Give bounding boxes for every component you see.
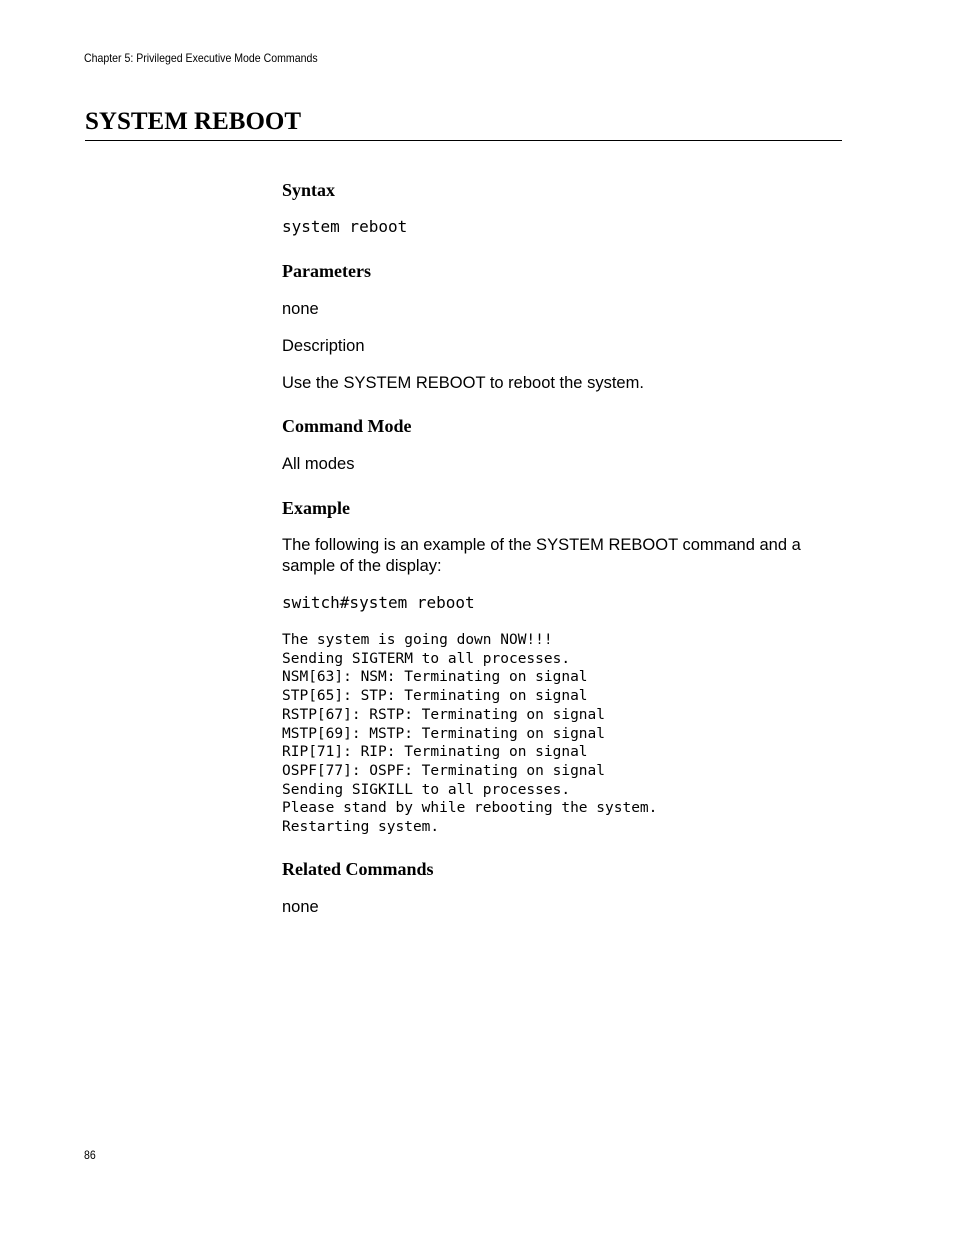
parameters-text: none bbox=[282, 300, 319, 318]
example-command: switch#system reboot bbox=[282, 593, 475, 612]
related-commands-text: none bbox=[282, 898, 319, 916]
page-number: 86 bbox=[84, 1148, 96, 1162]
syntax-heading: Syntax bbox=[282, 180, 336, 200]
example-intro: The following is an example of the SYSTEM REBOOT command and a sample of the display: bbox=[282, 536, 801, 575]
syntax-command: system reboot bbox=[282, 217, 408, 236]
output-line: MSTP[69]: MSTP: Terminating on signal bbox=[282, 725, 606, 742]
related-commands-heading: Related Commands bbox=[282, 859, 434, 879]
page-title: SYSTEM REBOOT bbox=[85, 108, 302, 135]
output-line: RSTP[67]: RSTP: Terminating on signal bbox=[282, 706, 606, 723]
command-mode-text: All modes bbox=[282, 455, 355, 473]
output-line: Please stand by while rebooting the system. bbox=[282, 800, 658, 817]
running-header: Chapter 5: Privileged Executive Mode Commands bbox=[84, 51, 318, 65]
output-line: Restarting system. bbox=[282, 819, 440, 836]
description-text: Use the SYSTEM REBOOT to reboot the system. bbox=[282, 374, 644, 392]
output-line: NSM[63]: NSM: Terminating on signal bbox=[282, 669, 588, 686]
output-line: RIP[71]: RIP: Terminating on signal bbox=[282, 744, 588, 761]
output-line: The system is going down NOW!!! bbox=[282, 632, 553, 648]
output-line: STP[65]: STP: Terminating on signal bbox=[282, 688, 588, 705]
example-heading: Example bbox=[282, 498, 351, 518]
output-line: Sending SIGTERM to all processes. bbox=[282, 650, 571, 667]
title-rule bbox=[85, 140, 842, 141]
parameters-heading: Parameters bbox=[282, 261, 371, 281]
description-label: Description bbox=[282, 337, 365, 355]
command-mode-heading: Command Mode bbox=[282, 416, 412, 436]
output-line: Sending SIGKILL to all processes. bbox=[282, 781, 571, 798]
example-output bbox=[282, 631, 657, 837]
output-line: OSPF[77]: OSPF: Terminating on signal bbox=[282, 762, 606, 779]
